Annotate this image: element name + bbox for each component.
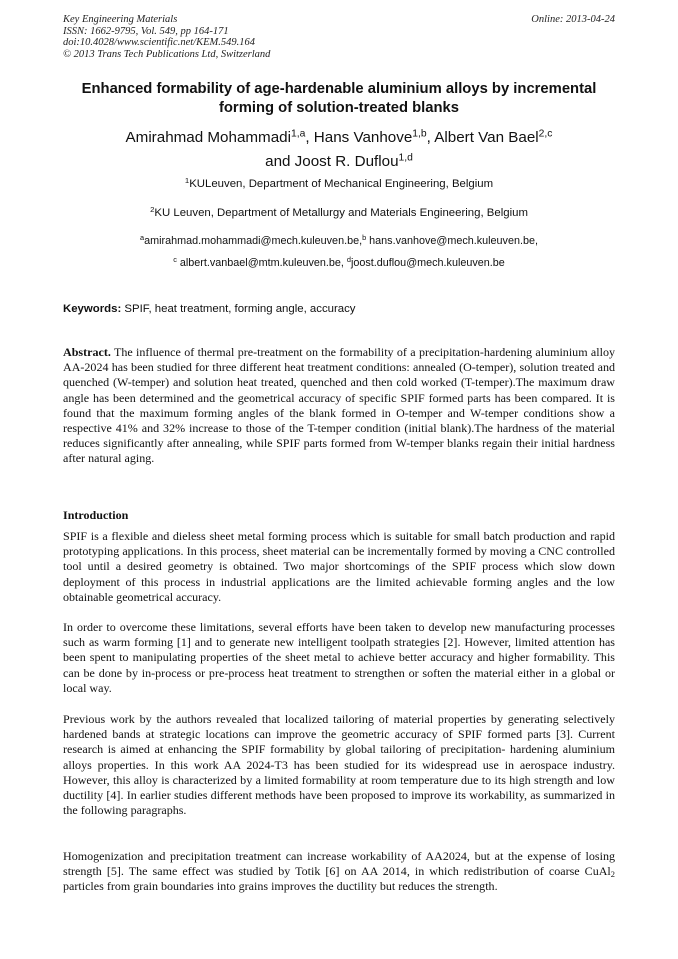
affiliation-sup: 2 bbox=[150, 204, 155, 214]
intro-paragraph-4-text-b: particles from grain boundaries into grains improves the ductility but reduces the strength. bbox=[63, 879, 498, 894]
author-sup: 1,b bbox=[412, 128, 427, 140]
intro-paragraph-4 bbox=[63, 849, 615, 895]
email-line-2 bbox=[63, 256, 615, 270]
keywords-label: Keywords: bbox=[63, 303, 122, 315]
journal-doi: doi:10.4028/www.scientific.net/KEM.549.164 bbox=[63, 37, 255, 49]
affiliation-sup: 1 bbox=[184, 175, 190, 185]
author-name: Albert Van Bael bbox=[434, 129, 539, 146]
abstract bbox=[63, 345, 615, 467]
email-sup: b bbox=[362, 232, 367, 242]
intro-paragraph-1: SPIF is a flexible and dieless sheet metal forming process which is suitable for small batch production and rapid prototyping applications. In this process, sheet material can be incrementally formed by moving a CNC controlled tool until a desired geometry is obtained. Two major shortcomings of the SPIF process which slow down deployment of this process in industrial applications are the limited achievable forming angles and the low obtainable geometrical accuracy. bbox=[63, 529, 615, 604]
email-sup: c bbox=[173, 254, 177, 264]
intro-paragraph-2: In order to overcome these limitations, several efforts have been taken to develop new manufacturing processes such as warm forming [1] and to generate new intelligent toolpath strategies [2]. However, limited attention has been spent to manipulating properties of the sheet metal to achieve better accuracy and higher formability. This can be done by in-process or pre-process heat treatment to strengthen or soften the material either in a global or local way. bbox=[63, 620, 615, 695]
author-sup: 1,a bbox=[290, 128, 306, 140]
journal-header bbox=[63, 14, 615, 60]
journal-name: Key Engineering Materials bbox=[63, 14, 178, 25]
email-text: hans.vanhove@mech.kuleuven.be, bbox=[366, 235, 538, 247]
keywords-text: SPIF, heat treatment, forming angle, accuracy bbox=[121, 303, 356, 315]
email-text: albert.vanbael@mtm.kuleuven.be, bbox=[176, 257, 347, 269]
author-name: and Joost R. Duflou bbox=[265, 153, 399, 170]
affiliation-text: KULeuven, Department of Mechanical Engineering, Belgium bbox=[189, 178, 494, 190]
formula-subscript: 2 bbox=[610, 869, 615, 880]
author-line-2 bbox=[63, 150, 615, 174]
paper-title: Enhanced formability of age-hardenable aluminium alloys by incremental forming of solution-treated blanks bbox=[81, 81, 597, 116]
author-line-1 bbox=[63, 126, 615, 150]
author-sup: 2,c bbox=[538, 128, 553, 140]
journal-issn: ISSN: 1662-9795, Vol. 549, pp 164-171 bbox=[63, 25, 229, 37]
abstract-label: Abstract. bbox=[63, 345, 111, 359]
email-sup: d bbox=[346, 254, 351, 264]
email-text: amirahmad.mohammadi@mech.kuleuven.be, bbox=[144, 235, 363, 247]
author-name: Amirahmad Mohammadi bbox=[125, 129, 291, 146]
abstract-text: The influence of thermal pre-treatment on the formability of a precipitation-hardening aluminium alloy AA-2024 has been studied for three different heat treatment conditions: annealed (O-temper), solution treated and quenched (W-temper) and solution heat treated, quenched and then cold worked (T-temper).The maximum draw angle has been determined and the geometrical accuracy of specific SPIF formed parts has been compared. It is found that the maximum forming angles of the blank formed in O-temper and W-temper conditions show a respective 41% and 32% increase to those of the T-temper condition (initial blank).The hardness of the material reduces significantly after annealing, while SPIF parts formed from W-temper blanks regain their initial hardness after natural aging. bbox=[63, 345, 615, 466]
journal-copyright: © 2013 Trans Tech Publications Ltd, Switzerland bbox=[63, 48, 271, 60]
author-sep: , bbox=[305, 129, 314, 146]
affiliation-text: KU Leuven, Department of Metallurgy and Materials Engineering, Belgium bbox=[154, 207, 528, 219]
intro-paragraph-4-text-a: Homogenization and precipitation treatment can increase workability of AA2024, but at the expense of losing strength [5]. The same effect was studied by Totik [6] on AA 2014, in which redistribution of coarse CuAl bbox=[63, 849, 615, 879]
author-list bbox=[63, 126, 615, 174]
keywords bbox=[63, 302, 615, 317]
email-text: joost.duflou@mech.kuleuven.be bbox=[350, 257, 505, 269]
affiliation-2 bbox=[63, 206, 615, 220]
section-heading-introduction: Introduction bbox=[63, 508, 129, 522]
email-line-1 bbox=[63, 234, 615, 248]
affiliation-1 bbox=[63, 177, 615, 191]
online-date: Online: 2013-04-24 bbox=[531, 14, 615, 25]
author-name: Hans Vanhove bbox=[313, 129, 413, 146]
author-sep: , bbox=[426, 129, 435, 146]
email-sup: a bbox=[140, 232, 145, 242]
author-sup: 1,d bbox=[398, 152, 413, 164]
intro-paragraph-3: Previous work by the authors revealed that localized tailoring of material properties by generating selectively hardened bands at strategic locations can improve the geometric accuracy of SPIF formed parts [3]. Current research is aimed at enhancing the SPIF formability by global tailoring of precipitation- hardening aluminium alloys properties. In this work AA 2024-T3 has been studied for its widespread use in aerospace industry. However, this alloy is characterized by a limited formability at room temperature due to its high strength and low ductility [4]. In earlier studies different methods have been proposed to improve its workability, as summarized in the following paragraphs. bbox=[63, 712, 615, 818]
